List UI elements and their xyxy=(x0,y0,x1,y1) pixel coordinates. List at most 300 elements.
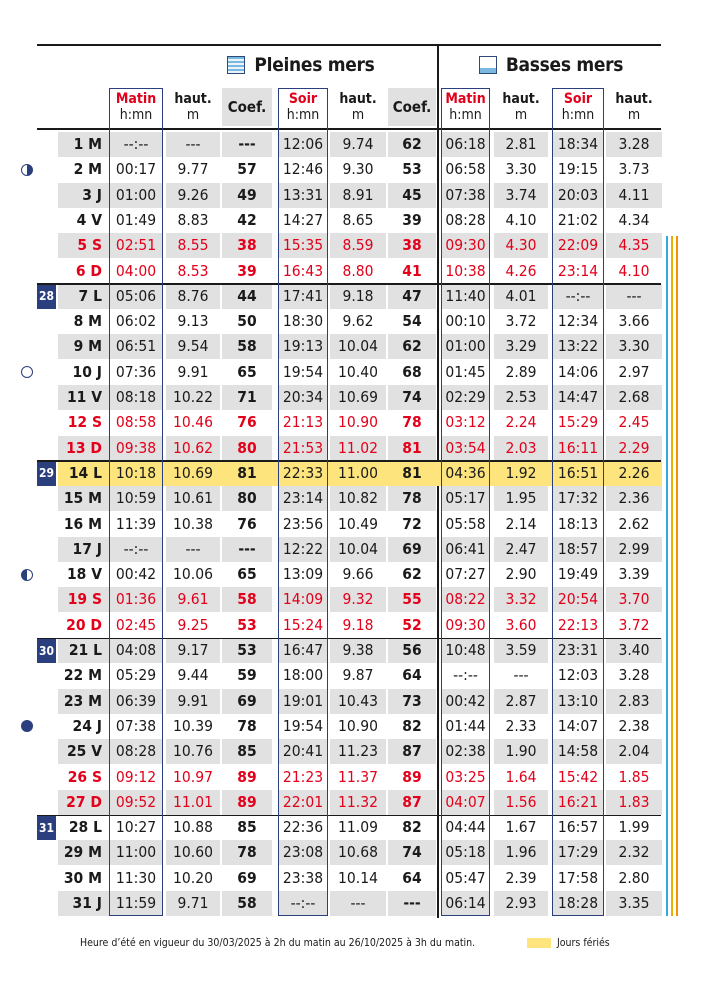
pm-pm-h-cell: 9.66 xyxy=(342,565,374,584)
bm-am-h-cell: 2.24 xyxy=(505,413,537,432)
day-label: 25 V xyxy=(66,742,102,761)
moon-last-quarter-icon xyxy=(21,164,33,176)
day-label: 23 M xyxy=(63,691,102,710)
day-label: 21 L xyxy=(68,641,102,659)
bm-pm-h-cell: 2.80 xyxy=(618,868,650,887)
pm-pm-h-cell: 10.82 xyxy=(338,489,378,508)
bm-pm-cell: 14:07 xyxy=(557,716,599,735)
coef-pm-cell: 64 xyxy=(402,868,422,887)
pm-am-h-cell: --- xyxy=(185,135,201,153)
pm-am-h-cell: 9.25 xyxy=(177,615,209,634)
bm-am-h-cell: 1.95 xyxy=(505,489,537,508)
coef-am-cell: 81 xyxy=(237,463,257,482)
pm-am-cell: 06:51 xyxy=(115,337,157,356)
table-row xyxy=(0,512,704,537)
bm-am-h-cell: 1.92 xyxy=(505,463,537,482)
coef-pm-cell: --- xyxy=(403,894,421,912)
pm-am-h-cell: 9.71 xyxy=(177,894,209,912)
column-header-title: haut. xyxy=(502,91,540,107)
coef-am-cell: 76 xyxy=(237,413,257,432)
pm-am-h-cell: 10.62 xyxy=(173,438,213,457)
holiday-legend xyxy=(527,937,610,949)
column-header-title: haut. xyxy=(174,91,212,107)
day-label: 30 M xyxy=(63,868,102,887)
pm-pm-h-cell: 9.62 xyxy=(342,312,374,331)
pm-pm-h-cell: 11.02 xyxy=(338,438,378,457)
bm-am-cell: 09:30 xyxy=(445,236,486,255)
table-row xyxy=(0,486,704,511)
column-header-5 xyxy=(388,88,436,126)
column-header-unit: m xyxy=(351,107,365,123)
pm-am-cell: 10:27 xyxy=(115,818,157,837)
table-row xyxy=(0,866,704,891)
pm-pm-cell: 21:13 xyxy=(282,413,324,432)
bm-pm-h-cell: 2.62 xyxy=(618,514,650,533)
bm-am-h-cell: 4.10 xyxy=(505,210,537,229)
bm-am-h-cell: 1.56 xyxy=(505,792,537,811)
bm-pm-cell: 20:54 xyxy=(557,590,599,609)
pm-pm-h-cell: 9.74 xyxy=(342,135,374,153)
bm-pm-h-cell: 3.39 xyxy=(618,565,650,584)
bm-pm-h-cell: 3.70 xyxy=(618,590,650,609)
coef-pm-cell: 72 xyxy=(402,514,422,533)
pm-pm-h-cell: 9.30 xyxy=(342,160,374,179)
coef-pm-cell: 52 xyxy=(402,615,422,634)
bm-am-h-cell: 2.14 xyxy=(505,514,537,533)
bm-pm-cell: 22:13 xyxy=(557,615,599,634)
bm-am-cell: 10:38 xyxy=(445,261,486,280)
pm-pm-h-cell: 10.04 xyxy=(338,539,378,558)
pm-pm-h-cell: 11.23 xyxy=(338,742,378,761)
column-header-0 xyxy=(109,88,163,126)
day-label: 16 M xyxy=(63,514,102,533)
bm-pm-h-cell: 3.40 xyxy=(618,641,650,659)
table-row xyxy=(0,309,704,334)
bm-pm-cell: 13:10 xyxy=(557,691,599,710)
table-row xyxy=(0,334,704,359)
bm-am-h-cell: 2.39 xyxy=(505,868,537,887)
week-number-badge: 29 xyxy=(37,461,56,486)
column-header-9 xyxy=(606,88,662,126)
coef-am-cell: 53 xyxy=(237,641,257,659)
pm-pm-h-cell: 8.91 xyxy=(342,185,374,204)
bm-am-h-cell: --- xyxy=(513,666,529,685)
bm-am-cell: 06:58 xyxy=(445,160,486,179)
coef-pm-cell: 68 xyxy=(402,362,422,381)
bm-pm-cell: 16:51 xyxy=(557,463,599,482)
bm-am-h-cell: 2.90 xyxy=(505,565,537,584)
table-row xyxy=(0,410,704,435)
bm-pm-h-cell: 3.72 xyxy=(618,615,650,634)
bm-am-cell: 04:07 xyxy=(445,792,486,811)
pm-am-h-cell: --- xyxy=(185,539,201,558)
bm-pm-cell: 17:58 xyxy=(557,868,599,887)
coef-pm-cell: 78 xyxy=(402,413,422,432)
bm-am-cell: 05:47 xyxy=(445,868,486,887)
pm-am-h-cell: 9.17 xyxy=(177,641,209,659)
bm-am-cell: 03:12 xyxy=(445,413,486,432)
column-header-unit: m xyxy=(514,107,528,123)
day-label: 17 J xyxy=(72,539,102,558)
coef-am-cell: --- xyxy=(238,135,256,153)
table-row xyxy=(0,790,704,815)
bm-am-cell: 00:42 xyxy=(445,691,486,710)
day-label: 5 S xyxy=(77,236,102,255)
column-header-3 xyxy=(278,88,328,126)
pm-pm-cell: 23:14 xyxy=(282,489,324,508)
pm-pm-cell: 16:43 xyxy=(282,261,324,280)
coef-am-cell: 76 xyxy=(237,514,257,533)
pm-pm-cell: 14:09 xyxy=(282,590,324,609)
bm-am-cell: 02:29 xyxy=(445,388,486,406)
coef-am-cell: 65 xyxy=(237,362,257,381)
pm-pm-h-cell: 8.59 xyxy=(342,236,374,255)
week-number-badge: 28 xyxy=(37,284,56,309)
bm-pm-cell: 18:13 xyxy=(557,514,599,533)
pm-am-h-cell: 10.76 xyxy=(173,742,213,761)
pm-pm-h-cell: 8.80 xyxy=(342,261,374,280)
pm-am-cell: 01:49 xyxy=(115,210,157,229)
pm-pm-cell: 20:41 xyxy=(282,742,324,761)
day-label: 22 M xyxy=(63,666,102,685)
coef-pm-cell: 81 xyxy=(402,438,422,457)
pm-am-h-cell: 10.22 xyxy=(173,388,213,406)
bm-pm-h-cell: 2.36 xyxy=(618,489,650,508)
pm-am-cell: 11:00 xyxy=(115,843,157,862)
bm-pm-h-cell: 3.73 xyxy=(618,160,650,179)
bm-am-h-cell: 2.81 xyxy=(505,135,537,153)
pm-am-h-cell: 9.44 xyxy=(177,666,209,685)
week-number-badge: 31 xyxy=(37,815,56,840)
pm-am-cell: 11:39 xyxy=(115,514,157,533)
pm-am-h-cell: 8.76 xyxy=(177,286,209,305)
bm-pm-h-cell: 2.29 xyxy=(618,438,650,457)
coef-am-cell: 59 xyxy=(237,666,257,685)
pm-pm-cell: 18:30 xyxy=(282,312,324,331)
coef-pm-cell: 87 xyxy=(402,742,422,761)
column-header-6 xyxy=(441,88,490,126)
coef-pm-cell: 73 xyxy=(402,691,422,710)
bm-am-cell: 01:00 xyxy=(445,337,486,356)
coef-am-cell: 58 xyxy=(237,590,257,609)
moon-first-quarter-icon xyxy=(21,569,33,581)
pm-pm-cell: 19:54 xyxy=(282,716,324,735)
day-label: 28 L xyxy=(68,818,102,837)
bm-pm-cell: 23:14 xyxy=(557,261,599,280)
table-row xyxy=(0,537,704,562)
day-label: 14 L xyxy=(68,463,102,482)
coef-pm-cell: 56 xyxy=(402,641,422,659)
pm-pm-cell: 12:22 xyxy=(282,539,324,558)
bm-pm-h-cell: 4.35 xyxy=(618,236,650,255)
coef-am-cell: 69 xyxy=(237,691,257,710)
pm-pm-cell: 15:35 xyxy=(282,236,324,255)
pm-am-cell: 04:08 xyxy=(115,641,157,659)
table-row xyxy=(0,815,704,840)
pm-am-h-cell: 9.13 xyxy=(177,312,209,331)
coef-pm-cell: 38 xyxy=(402,236,422,255)
bm-pm-h-cell: 1.83 xyxy=(618,792,650,811)
coef-pm-cell: 74 xyxy=(402,388,422,406)
pm-am-h-cell: 8.55 xyxy=(177,236,209,255)
pm-pm-h-cell: 11.32 xyxy=(338,792,378,811)
pm-pm-h-cell: 11.09 xyxy=(338,818,378,837)
pm-am-h-cell: 10.06 xyxy=(173,565,213,584)
pm-pm-cell: 21:53 xyxy=(282,438,324,457)
pm-pm-h-cell: 10.04 xyxy=(338,337,378,356)
coef-am-cell: 50 xyxy=(237,312,257,331)
day-label: 26 S xyxy=(67,767,102,786)
bm-pm-cell: 18:28 xyxy=(557,894,599,912)
pm-pm-h-cell: 9.38 xyxy=(342,641,374,659)
bm-pm-h-cell: 2.83 xyxy=(618,691,650,710)
bm-am-cell: 05:18 xyxy=(445,843,486,862)
header-rule xyxy=(37,128,661,130)
table-row xyxy=(0,613,704,638)
coef-pm-cell: 82 xyxy=(402,716,422,735)
pm-am-cell: 10:59 xyxy=(115,489,157,508)
pm-am-h-cell: 10.38 xyxy=(173,514,213,533)
bm-pm-cell: 16:21 xyxy=(557,792,599,811)
coef-am-cell: 58 xyxy=(237,894,257,912)
bm-am-cell: 05:58 xyxy=(445,514,486,533)
bm-am-h-cell: 2.33 xyxy=(505,716,537,735)
table-row xyxy=(0,689,704,714)
coef-am-cell: 71 xyxy=(237,388,257,406)
bm-pm-h-cell: 2.68 xyxy=(618,388,650,406)
pm-pm-cell: 15:24 xyxy=(282,615,324,634)
bm-pm-cell: 18:57 xyxy=(557,539,599,558)
pm-pm-cell: 22:33 xyxy=(282,463,324,482)
pm-am-h-cell: 9.26 xyxy=(177,185,209,204)
bm-pm-cell: 19:49 xyxy=(557,565,599,584)
coef-pm-cell: 78 xyxy=(402,489,422,508)
coef-am-cell: 49 xyxy=(237,185,257,204)
coef-pm-cell: 74 xyxy=(402,843,422,862)
table-row xyxy=(0,208,704,233)
bm-pm-cell: 20:03 xyxy=(557,185,599,204)
column-header-title: Matin xyxy=(445,91,486,107)
bm-pm-cell: 14:58 xyxy=(557,742,599,761)
pm-pm-h-cell: 10.14 xyxy=(338,868,378,887)
column-header-unit: h:mn xyxy=(286,107,320,123)
day-label: 8 M xyxy=(73,312,102,331)
bm-am-h-cell: 2.03 xyxy=(505,438,537,457)
coef-am-cell: 57 xyxy=(237,160,257,179)
pm-pm-h-cell: 10.49 xyxy=(338,514,378,533)
coef-pm-cell: 64 xyxy=(402,666,422,685)
pm-am-h-cell: 9.91 xyxy=(177,691,209,710)
table-row xyxy=(0,132,704,157)
pm-am-h-cell: 10.69 xyxy=(173,463,213,482)
coef-am-cell: 38 xyxy=(237,236,257,255)
day-label: 18 V xyxy=(66,565,102,584)
column-header-unit: h:mn xyxy=(449,107,482,123)
pm-am-cell: --:-- xyxy=(123,135,149,153)
bm-pm-h-cell: 1.99 xyxy=(618,818,650,837)
pm-am-cell: 09:52 xyxy=(115,792,157,811)
bm-am-cell: 11:40 xyxy=(445,286,486,305)
bm-am-cell: 09:30 xyxy=(445,615,486,634)
pm-pm-cell: 16:47 xyxy=(282,641,324,659)
coef-am-cell: 58 xyxy=(237,337,257,356)
table-row xyxy=(0,157,704,182)
bm-pm-cell: 18:34 xyxy=(557,135,599,153)
pm-pm-cell: 19:01 xyxy=(282,691,324,710)
bm-am-cell: 01:45 xyxy=(445,362,486,381)
bm-am-cell: 06:18 xyxy=(445,135,486,153)
day-label: 24 J xyxy=(72,716,102,735)
table-row xyxy=(0,765,704,790)
bm-pm-cell: 16:11 xyxy=(557,438,599,457)
bm-pm-h-cell: 4.34 xyxy=(618,210,650,229)
pm-am-cell: 02:45 xyxy=(115,615,157,634)
bm-am-h-cell: 2.87 xyxy=(505,691,537,710)
low-tides-title-text: Basses mers xyxy=(505,54,624,76)
bm-am-h-cell: 1.90 xyxy=(505,742,537,761)
bm-am-h-cell: 3.74 xyxy=(505,185,537,204)
pm-am-h-cell: 10.61 xyxy=(173,489,213,508)
bm-am-h-cell: 3.29 xyxy=(505,337,537,356)
bm-am-cell: 04:44 xyxy=(445,818,486,837)
bm-pm-h-cell: 2.99 xyxy=(618,539,650,558)
coef-pm-cell: 55 xyxy=(402,590,422,609)
pm-pm-cell: 22:01 xyxy=(282,792,324,811)
day-label: 2 M xyxy=(73,160,102,179)
day-label: 7 L xyxy=(78,286,102,305)
column-header-8 xyxy=(552,88,604,126)
coef-pm-cell: 89 xyxy=(402,767,422,786)
bm-pm-h-cell: 4.10 xyxy=(618,261,650,280)
pm-am-cell: 11:59 xyxy=(115,894,157,912)
bm-pm-h-cell: 2.32 xyxy=(618,843,650,862)
bm-pm-h-cell: 2.26 xyxy=(618,463,650,482)
day-label: 9 M xyxy=(73,337,102,356)
bm-pm-cell: 15:29 xyxy=(557,413,599,432)
pm-am-cell: 05:06 xyxy=(115,286,157,305)
bm-pm-cell: 14:47 xyxy=(557,388,599,406)
pm-am-cell: 01:36 xyxy=(115,590,157,609)
pm-pm-cell: 14:27 xyxy=(282,210,324,229)
pm-am-h-cell: 9.77 xyxy=(177,160,209,179)
table-row xyxy=(0,284,704,309)
bm-pm-cell: 16:57 xyxy=(557,818,599,837)
coef-am-cell: 78 xyxy=(237,843,257,862)
table-row xyxy=(0,714,704,739)
pm-am-h-cell: 10.39 xyxy=(173,716,213,735)
table-row xyxy=(0,385,704,410)
coef-am-cell: 65 xyxy=(237,565,257,584)
bm-am-h-cell: 1.67 xyxy=(505,818,537,837)
pm-am-h-cell: 9.91 xyxy=(177,362,209,381)
coef-am-cell: 44 xyxy=(237,286,257,305)
bm-pm-cell: 22:09 xyxy=(557,236,599,255)
coef-am-cell: 80 xyxy=(237,438,257,457)
column-header-unit: h:mn xyxy=(561,107,595,123)
bm-am-cell: 00:10 xyxy=(445,312,486,331)
side-stripe xyxy=(671,236,673,916)
bm-am-cell: --:-- xyxy=(453,666,478,685)
column-header-title: Soir xyxy=(563,91,593,107)
pm-pm-h-cell: 9.18 xyxy=(342,286,374,305)
pm-am-cell: 09:12 xyxy=(115,767,157,786)
bm-am-h-cell: 4.30 xyxy=(505,236,537,255)
top-rule xyxy=(37,44,661,46)
coef-am-cell: 89 xyxy=(237,767,257,786)
bm-am-cell: 06:41 xyxy=(445,539,486,558)
bm-am-cell: 03:25 xyxy=(445,767,486,786)
pm-pm-cell: 23:08 xyxy=(282,843,324,862)
day-label: 20 D xyxy=(66,615,102,634)
pm-pm-h-cell: 10.90 xyxy=(338,413,378,432)
pm-pm-h-cell: 8.65 xyxy=(342,210,374,229)
bm-am-cell: 06:14 xyxy=(445,894,486,912)
coef-pm-cell: 62 xyxy=(402,135,422,153)
day-label: 13 D xyxy=(66,438,102,457)
bm-pm-cell: 23:31 xyxy=(557,641,599,659)
pm-am-cell: 08:58 xyxy=(115,413,157,432)
bm-am-cell: 07:27 xyxy=(445,565,486,584)
pm-pm-h-cell: --- xyxy=(350,894,366,912)
pm-am-h-cell: 8.53 xyxy=(177,261,209,280)
bm-pm-h-cell: 3.66 xyxy=(618,312,650,331)
table-row xyxy=(0,663,704,688)
pm-pm-h-cell: 11.37 xyxy=(338,767,378,786)
bm-pm-cell: 12:34 xyxy=(557,312,599,331)
column-header-title: Coef. xyxy=(392,98,432,116)
pm-am-cell: 07:38 xyxy=(115,716,157,735)
pm-am-h-cell: 10.88 xyxy=(173,818,213,837)
pm-pm-h-cell: 10.69 xyxy=(338,388,378,406)
week-separator xyxy=(37,283,661,285)
bm-pm-cell: 17:32 xyxy=(557,489,599,508)
coef-pm-cell: 82 xyxy=(402,818,422,837)
column-header-unit: m xyxy=(627,107,641,123)
table-row xyxy=(0,233,704,258)
pm-pm-h-cell: 9.18 xyxy=(342,615,374,634)
table-row xyxy=(0,461,704,486)
bm-pm-h-cell: 4.11 xyxy=(618,185,650,204)
bm-am-cell: 04:36 xyxy=(445,463,486,482)
low-tides-title xyxy=(440,50,662,80)
pm-pm-h-cell: 10.40 xyxy=(338,362,378,381)
pm-am-cell: 09:38 xyxy=(115,438,157,457)
bm-am-h-cell: 2.53 xyxy=(505,388,537,406)
bm-am-h-cell: 3.32 xyxy=(505,590,537,609)
bm-pm-h-cell: 2.45 xyxy=(618,413,650,432)
column-header-2 xyxy=(222,88,272,126)
bm-pm-h-cell: 2.38 xyxy=(618,716,650,735)
table-row xyxy=(0,360,704,385)
pm-pm-cell: 12:06 xyxy=(282,135,324,153)
bm-pm-h-cell: 3.35 xyxy=(618,894,650,912)
day-label: 15 M xyxy=(63,489,102,508)
pm-am-cell: 10:18 xyxy=(115,463,157,482)
day-label: 27 D xyxy=(66,792,102,811)
coef-pm-cell: 62 xyxy=(402,337,422,356)
holiday-swatch xyxy=(527,938,551,948)
bm-am-cell: 02:38 xyxy=(445,742,486,761)
pm-pm-cell: 12:46 xyxy=(282,160,324,179)
table-row xyxy=(0,562,704,587)
pm-am-h-cell: 10.20 xyxy=(173,868,213,887)
coef-am-cell: 89 xyxy=(237,792,257,811)
bm-am-cell: 01:44 xyxy=(445,716,486,735)
holiday-legend-label: Jours fériés xyxy=(557,937,610,949)
pm-pm-cell: 13:09 xyxy=(282,565,324,584)
bm-am-cell: 08:22 xyxy=(445,590,486,609)
coef-pm-cell: 47 xyxy=(402,286,422,305)
